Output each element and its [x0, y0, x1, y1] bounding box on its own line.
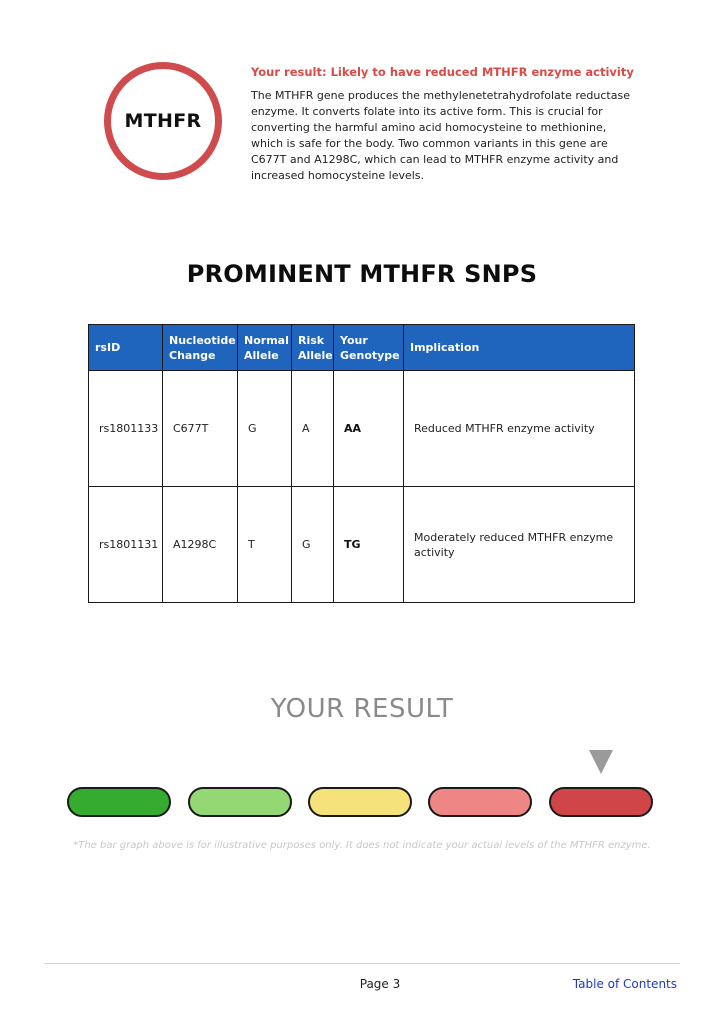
cell-normal-allele: T: [238, 487, 292, 603]
gene-badge: [104, 62, 222, 180]
scale-disclaimer: *The bar graph above is for illustrative purposes only. It does not indicate your actual levels of the MTHFR enzyme.: [73, 840, 651, 851]
col-header-normal-allele: Normal Allele: [238, 325, 292, 371]
cell-rsid: rs1801131: [89, 487, 163, 603]
cell-risk-allele: G: [292, 487, 334, 603]
scale-segment-5: [549, 787, 653, 817]
cell-rsid: rs1801133: [89, 371, 163, 487]
cell-normal-allele: G: [238, 371, 292, 487]
scale-segment-3: [308, 787, 412, 817]
snp-table-header-row: [89, 325, 635, 371]
cell-implication: Moderately reduced MTHFR enzyme activity: [404, 487, 635, 603]
result-headline: Your result: Likely to have reduced MTHFR enzyme activity: [251, 65, 634, 79]
cell-nucleotide-change: A1298C: [163, 487, 238, 603]
cell-nucleotide-change: C677T: [163, 371, 238, 487]
table-row: [89, 371, 635, 487]
gene-badge-label: MTHFR: [124, 110, 202, 132]
col-header-rsid: rsID: [89, 325, 163, 371]
col-header-nucleotide-change: Nucleotide Change: [163, 325, 238, 371]
col-header-your-genotype: Your Genotype: [334, 325, 404, 371]
table-of-contents-link[interactable]: Table of Contents: [572, 977, 677, 991]
snp-table: [88, 324, 635, 603]
cell-genotype: TG: [334, 487, 404, 603]
snp-section-title: PROMINENT MTHFR SNPS: [186, 260, 538, 288]
gene-description: The MTHFR gene produces the methylenetetrahydrofolate reductase enzyme. It converts folate into its active form. This is crucial for converting the harmful amino acid homocysteine to methionine, which is safe for the body. Two common variants in this gene are C677T and A1298C, which can lead to MTHFR enzyme activity and increased homocysteine levels.: [251, 89, 630, 182]
cell-implication: Reduced MTHFR enzyme activity: [404, 371, 635, 487]
scale-segment-1: [67, 787, 171, 817]
col-header-risk-allele: Risk Allele: [292, 325, 334, 371]
table-row: [89, 487, 635, 603]
scale-segment-2: [188, 787, 292, 817]
footer-divider: [44, 963, 680, 964]
scale-segment-4: [428, 787, 532, 817]
result-pointer-icon: [589, 750, 613, 774]
page-number: Page 3: [359, 977, 401, 991]
your-result-title: YOUR RESULT: [270, 694, 454, 724]
col-header-implication: Implication: [404, 325, 635, 371]
cell-genotype: AA: [334, 371, 404, 487]
cell-risk-allele: A: [292, 371, 334, 487]
